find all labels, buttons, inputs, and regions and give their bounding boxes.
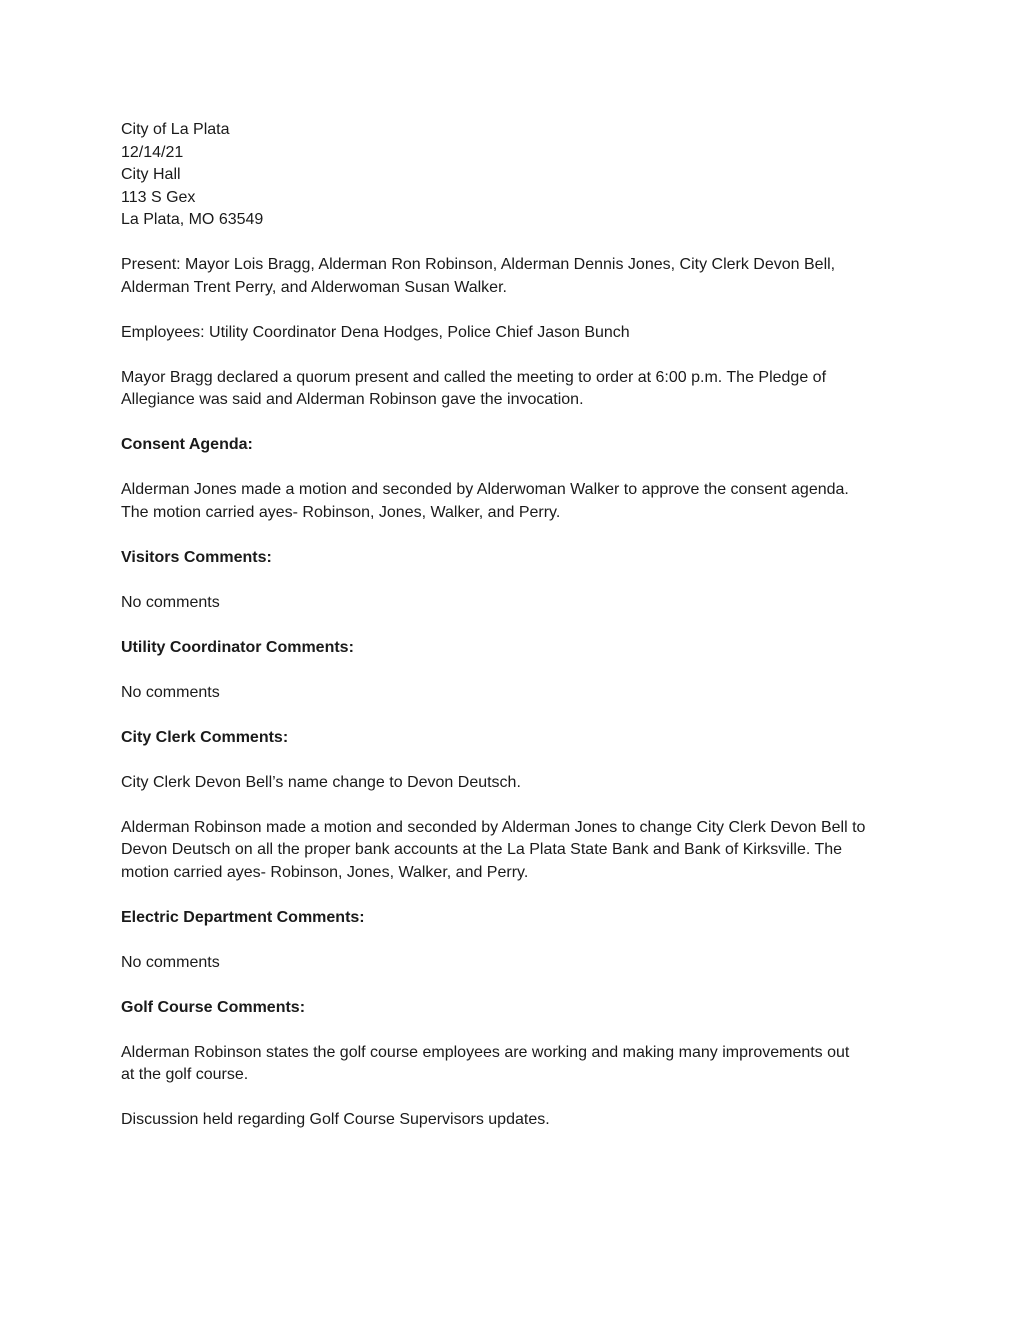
- consent-agenda-heading: Consent Agenda:: [121, 436, 253, 453]
- electric-comments-body: No comments: [121, 953, 220, 971]
- utility-comments-heading: Utility Coordinator Comments:: [121, 638, 354, 656]
- visitors-comments-body: No comments: [121, 593, 220, 611]
- street-address: 113 S Gex: [121, 188, 196, 206]
- meeting-date: 12/14/21: [121, 143, 184, 161]
- meeting-location: City Hall: [121, 166, 181, 183]
- consent-line: The motion carried ayes- Robinson, Jones, Walker, and Perry.: [121, 503, 561, 521]
- city-name: City of La Plata: [121, 121, 230, 138]
- utility-comments-body: No comments: [121, 683, 220, 701]
- clerk-comments-heading: City Clerk Comments:: [121, 728, 289, 746]
- attendance-employees: [121, 322, 921, 345]
- consent-agenda-body: [121, 479, 921, 524]
- clerk-motion-paragraph: [121, 817, 921, 885]
- golf-comments-heading: Golf Course Comments:: [121, 998, 306, 1016]
- consent-line: Alderman Jones made a motion and seconded by Alderwoman Walker to approve the consent agenda.: [121, 481, 849, 498]
- golf-line: at the golf course.: [121, 1066, 249, 1083]
- electric-comments-heading: Electric Department Comments:: [121, 908, 365, 926]
- clerk-motion-line: motion carried ayes- Robinson, Jones, Walker, and Perry.: [121, 863, 529, 881]
- present-line: Present: Mayor Lois Bragg, Alderman Ron Robinson, Alderman Dennis Jones, City Clerk Devon Bell,: [121, 256, 836, 273]
- document-page: [121, 119, 921, 1132]
- employees-line: Employees: Utility Coordinator Dena Hodges, Police Chief Jason Bunch: [121, 323, 630, 341]
- present-line: Alderman Trent Perry, and Alderwoman Susan Walker.: [121, 278, 507, 296]
- visitors-comments-heading: Visitors Comments:: [121, 548, 272, 566]
- golf-discussion: Discussion held regarding Golf Course Supervisors updates.: [121, 1111, 550, 1128]
- opening-line: Allegiance was said and Alderman Robinson gave the invocation.: [121, 391, 584, 408]
- clerk-comments-body: City Clerk Devon Bell’s name change to Devon Deutsch.: [121, 773, 521, 791]
- meeting-header: [121, 119, 921, 232]
- city-state-zip: La Plata, MO 63549: [121, 211, 264, 228]
- opening-paragraph: [121, 367, 921, 412]
- golf-comments-body: [121, 1042, 921, 1087]
- clerk-motion-line: Alderman Robinson made a motion and seconded by Alderman Jones to change City Clerk Devon Bell to: [121, 818, 866, 836]
- opening-line: Mayor Bragg declared a quorum present and called the meeting to order at 6:00 p.m. The Pledge of: [121, 368, 827, 386]
- clerk-motion-line: Devon Deutsch on all the proper bank accounts at the La Plata State Bank and Bank of Kirksville. The: [121, 841, 843, 858]
- golf-line: Alderman Robinson states the golf course employees are working and making many improvements out: [121, 1043, 850, 1061]
- attendance-present: [121, 254, 921, 299]
